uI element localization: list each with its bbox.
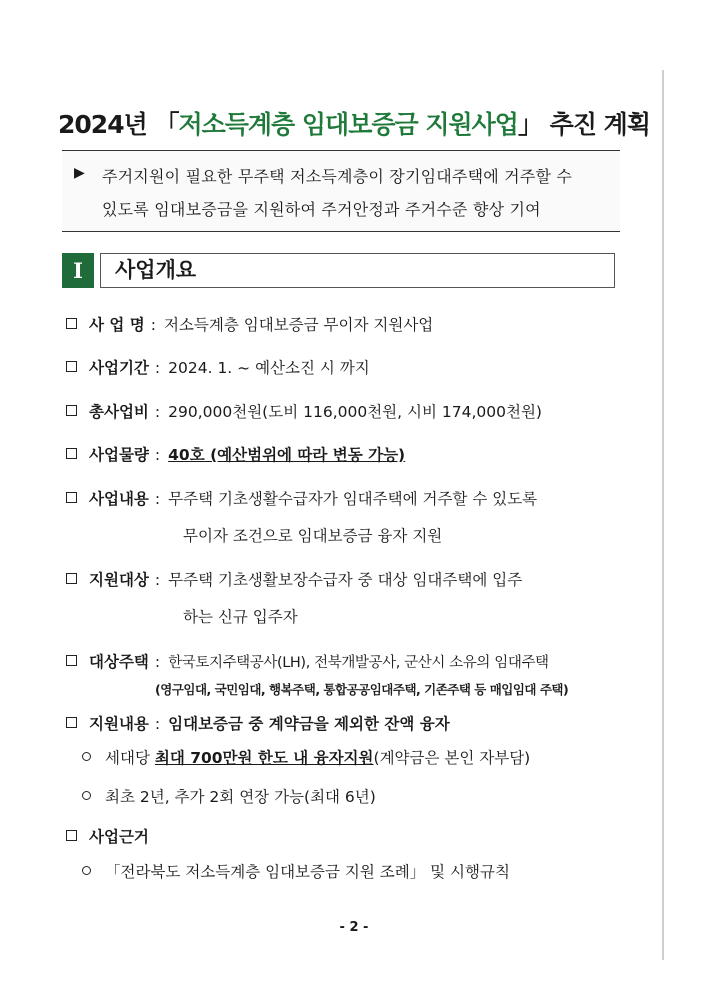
item-value: 40호 (예산범위에 따라 변동 가능)	[168, 446, 406, 464]
checkbox-square-icon	[66, 717, 77, 728]
item-value: 무주택 기초생활보장수급자 중 대상 임대주택에 입주	[168, 571, 523, 589]
colon: :	[150, 316, 156, 334]
item-value: 임대보증금 중 계약금을 제외한 잔액 융자	[168, 715, 450, 733]
sub-item-text: 「전라북도 저소득계층 임대보증금 지원 조례」 및 시행규칙	[105, 863, 510, 881]
item-target-housing	[66, 650, 549, 672]
checkbox-square-icon	[66, 448, 77, 459]
checkbox-square-icon	[66, 405, 77, 416]
item-support-content	[66, 712, 450, 734]
item-label: 지원대상	[89, 571, 149, 589]
item-value: 무주택 기초생활수급자가 임대주택에 거주할 수 있도록	[168, 490, 538, 508]
summary-line-1: 주거지원이 필요한 무주택 저소득계층이 장기임대주택에 거주할 수	[102, 167, 573, 186]
summary-box	[62, 150, 620, 232]
housing-note: (영구임대, 국민임대, 행복주택, 통합공공임대주택, 기존주택 등 매입임대 주택)	[155, 682, 569, 697]
item-label: 사업내용	[89, 490, 149, 508]
section-number: I	[62, 253, 94, 288]
page-edge-line	[662, 70, 664, 960]
circle-bullet-icon	[82, 752, 91, 761]
colon: :	[154, 571, 161, 589]
item-label: 대상주택	[89, 653, 149, 671]
circle-bullet-icon	[82, 791, 91, 800]
item-label: 사업기간	[89, 359, 149, 377]
item-content-continuation: 무이자 조건으로 임대보증금 융자 지원	[183, 527, 443, 545]
item-value: 한국토지주택공사(LH), 전북개발공사, 군산시 소유의 임대주택	[168, 655, 549, 671]
item-business-content	[66, 487, 537, 509]
item-label: 총사업비	[89, 403, 149, 421]
document-title	[0, 105, 708, 141]
item-value: 저소득계층 임대보증금 무이자 지원사업	[163, 316, 434, 334]
checkbox-square-icon	[66, 830, 77, 841]
item-total-budget	[66, 400, 542, 422]
colon: :	[154, 446, 161, 464]
item-target-continuation: 하는 신규 입주자	[183, 608, 298, 626]
item-business-quantity	[66, 443, 405, 465]
section-title: 사업개요	[100, 253, 615, 288]
item-business-name	[66, 313, 433, 335]
sub-item-text: 최초 2년, 추가 2회 연장 가능(최대 6년)	[105, 788, 376, 806]
summary-line-2: 있도록 임대보증금을 지원하여 주거안정과 주거수준 향상 기여	[102, 200, 541, 219]
item-label: 사업물량	[89, 446, 149, 464]
colon: :	[154, 715, 161, 733]
checkbox-square-icon	[66, 318, 77, 329]
checkbox-square-icon	[66, 573, 77, 584]
title-suffix: 」 추진 계획	[517, 110, 650, 139]
item-label: 사업근거	[89, 828, 149, 846]
item-label: 지원내용	[89, 715, 149, 733]
item-support-target	[66, 568, 522, 590]
sub-item-text: 세대당	[105, 749, 155, 767]
item-business-period	[66, 356, 370, 378]
colon: :	[154, 490, 161, 508]
item-business-basis	[66, 825, 149, 847]
title-highlight: 저소득계층 임대보증금 지원사업	[178, 110, 518, 139]
page-number: - 2 -	[339, 920, 369, 935]
item-label: 사 업 명	[89, 316, 145, 334]
sub-item-text: (계약금은 본인 자부담)	[373, 749, 531, 767]
sub-item-emphasis: 최대 700만원 한도 내 융자지원	[154, 749, 374, 767]
item-value: 290,000천원(도비 116,000천원, 시비 174,000천원)	[168, 403, 542, 421]
circle-bullet-icon	[82, 866, 91, 875]
checkbox-square-icon	[66, 655, 77, 666]
checkbox-square-icon	[66, 492, 77, 503]
support-sub-item-2	[82, 785, 376, 807]
triangle-arrow-icon: ▶	[74, 165, 85, 181]
support-sub-item-1	[82, 746, 530, 768]
item-value: 2024. 1. ~ 예산소진 시 까지	[168, 359, 370, 377]
colon: :	[154, 359, 161, 377]
basis-sub-item-1	[82, 860, 510, 882]
colon: :	[154, 403, 161, 421]
checkbox-square-icon	[66, 361, 77, 372]
colon: :	[154, 653, 161, 671]
title-prefix: 2024년 「	[58, 110, 179, 139]
